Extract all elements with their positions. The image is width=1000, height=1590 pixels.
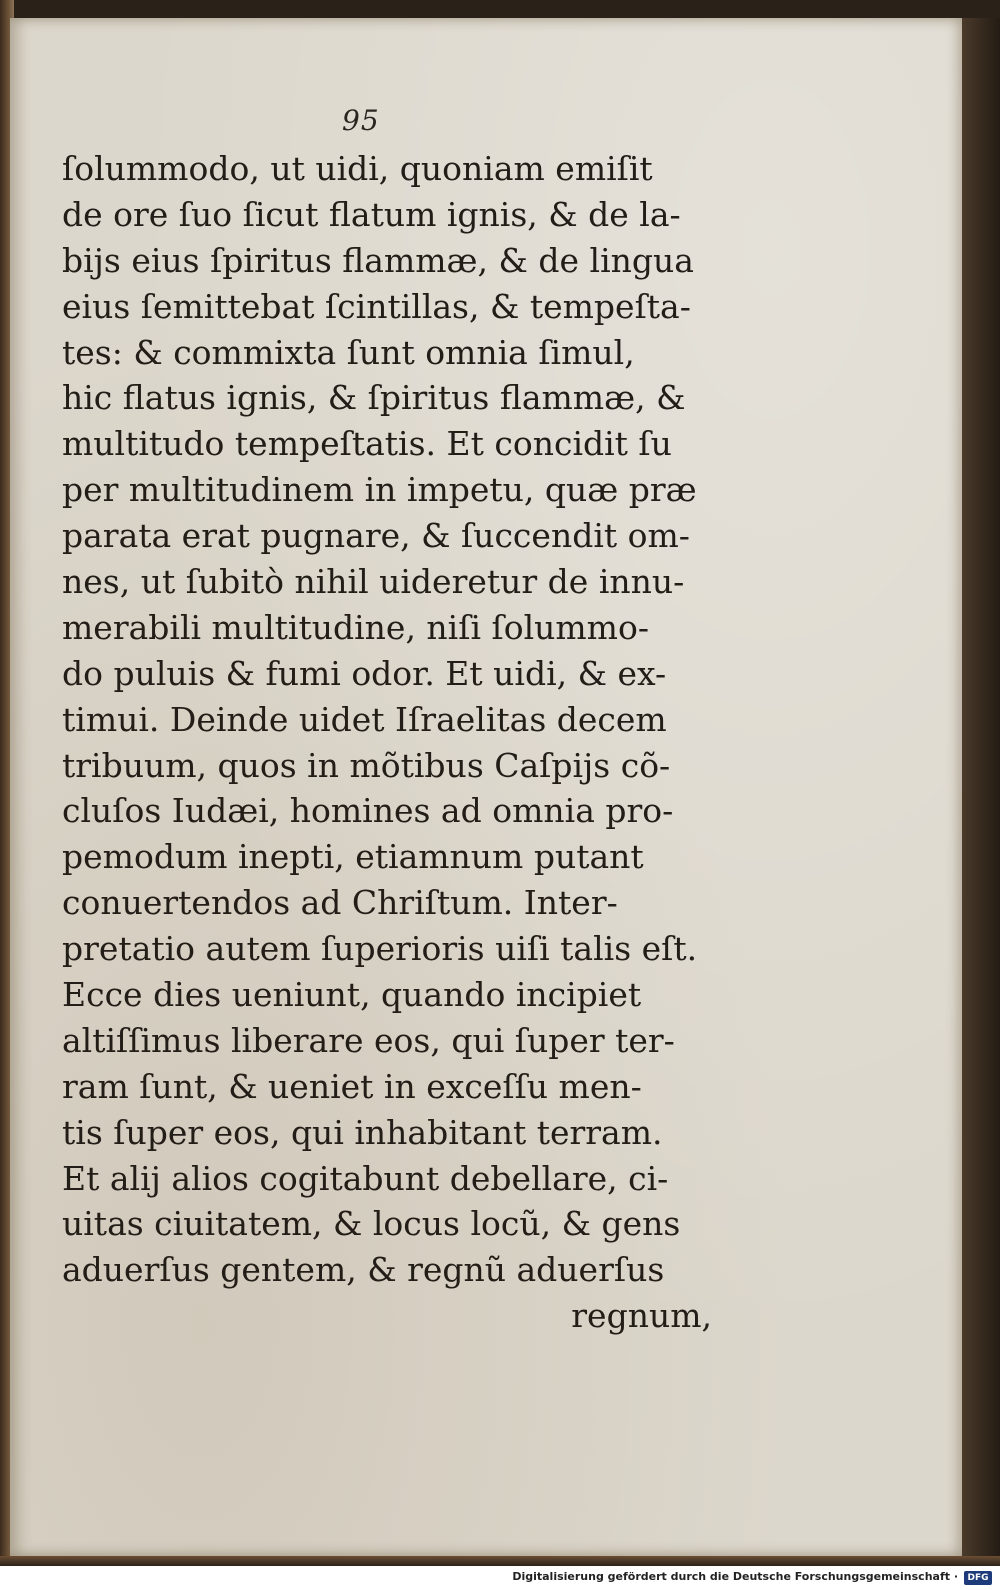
text-line: altiſſimus liberare eos, qui ſuper ter- <box>62 1020 675 1060</box>
text-line: do puluis & fumi odor. Et uidi, & ex- <box>62 653 667 693</box>
text-line: merabili multitudine, niſi ſolummo- <box>62 607 649 647</box>
page-right-edge <box>962 18 1000 1556</box>
text-line: pretatio autem ſuperioris uiſi talis eſt. <box>62 929 698 969</box>
text-line: tribuum, quos in mõtibus Caſpijs cõ- <box>62 745 671 785</box>
text-line: timui. Deinde uidet Iſraelitas decem <box>62 699 667 739</box>
catchword: regnum, <box>571 1296 712 1336</box>
page-text <box>62 146 712 1339</box>
text-line: tis ſuper eos, qui inhabitant terram. <box>62 1112 663 1152</box>
text-line: pemodum inepti, etiamnum putant <box>62 837 644 877</box>
text-line: per multitudinem in impetu, quæ præ <box>62 470 697 510</box>
text-line: tes: & commixta ſunt omnia ſimul, <box>62 332 635 372</box>
text-line: multitudo tempeſtatis. Et concidit ſu <box>62 424 672 464</box>
text-line: nes, ut ſubitò nihil uideretur de innu- <box>62 562 685 602</box>
text-line: eius ſemittebat ſcintillas, & tempeſta- <box>62 286 691 326</box>
book-page <box>10 18 962 1556</box>
page-bottom-edge <box>0 1556 1000 1566</box>
funding-credit: Digitalisierung gefördert durch die Deutsche Forschungsgemeinschaft · <box>512 1570 958 1583</box>
text-line: uitas ciuitatem, & locus locũ, & gens <box>62 1204 681 1244</box>
text-line: hic flatus ignis, & ſpiritus flammæ, & <box>62 378 686 418</box>
text-line: Ecce dies ueniunt, quando incipiet <box>62 975 642 1015</box>
footer-bar <box>0 1566 1000 1590</box>
text-line: parata erat pugnare, & ſuccendit om- <box>62 516 690 556</box>
text-line: de ore ſuo ſicut flatum ignis, & de la- <box>62 194 681 234</box>
page-number: 95 <box>342 104 380 137</box>
text-line: Et alij alios cogitabunt debellare, ci- <box>62 1158 669 1198</box>
dfg-logo-icon: DFG <box>964 1571 992 1585</box>
text-line: bijs eius ſpiritus flammæ, & de lingua <box>62 240 694 280</box>
text-line: aduerſus gentem, & regnũ aduerſus <box>62 1250 665 1290</box>
text-line: ſolummodo, ut uidi, quoniam emiſit <box>62 149 653 188</box>
text-line: cluſos Iudæi, homines ad omnia pro- <box>62 791 674 831</box>
text-line: ram ſunt, & ueniet in exceſſu men- <box>62 1066 642 1106</box>
text-line: conuertendos ad Chriſtum. Inter- <box>62 883 618 923</box>
